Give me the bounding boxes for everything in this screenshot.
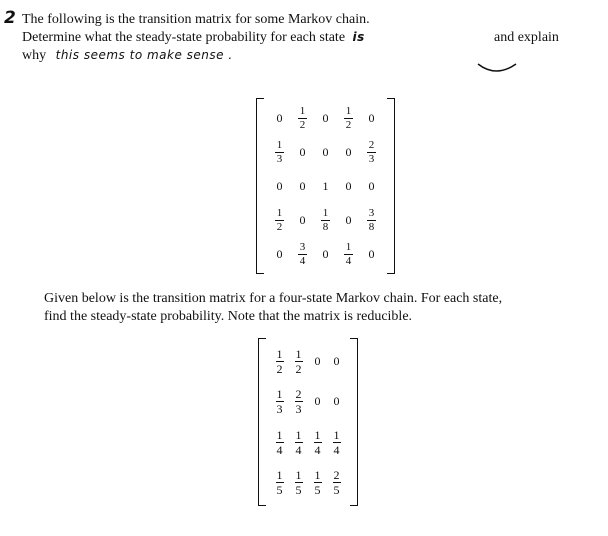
fraction bbox=[344, 242, 353, 267]
problem2-line1: Given below is the transition matrix for a four-state Markov chain. For each state, bbox=[44, 291, 503, 306]
problem2-line2: find the steady-state probability. Note that the matrix is reducible. bbox=[44, 309, 413, 324]
denominator: 5 bbox=[314, 483, 321, 498]
numerator: 1 bbox=[314, 468, 321, 483]
denominator: 5 bbox=[295, 483, 302, 498]
right-bracket bbox=[350, 338, 358, 506]
denominator: 3 bbox=[295, 402, 302, 417]
matrix-cell: 0 bbox=[333, 353, 340, 368]
problem1-line3-text: why bbox=[22, 48, 47, 63]
matrix-row bbox=[268, 170, 383, 202]
fraction bbox=[321, 208, 330, 233]
fraction bbox=[295, 469, 303, 496]
fraction bbox=[275, 208, 284, 233]
denominator: 2 bbox=[276, 220, 283, 233]
denominator: 3 bbox=[368, 152, 375, 165]
matrix-cell: 0 bbox=[322, 110, 329, 125]
denominator: 2 bbox=[299, 118, 306, 131]
matrix-row bbox=[268, 204, 383, 236]
problem1-line2 bbox=[22, 30, 602, 46]
matrix-cell: 0 bbox=[276, 110, 283, 125]
denominator: 5 bbox=[333, 483, 340, 498]
fraction bbox=[275, 140, 284, 165]
matrix-cell bbox=[268, 140, 291, 165]
right-bracket bbox=[387, 98, 395, 274]
matrix-cell bbox=[289, 429, 308, 456]
matrix-row bbox=[268, 102, 383, 134]
fraction bbox=[298, 106, 307, 131]
matrix-cell: 0 bbox=[299, 144, 306, 159]
matrix-cell bbox=[337, 242, 360, 267]
denominator: 2 bbox=[345, 118, 352, 131]
denominator: 3 bbox=[276, 152, 283, 165]
matrix-cell: 0 bbox=[345, 178, 352, 193]
denominator: 4 bbox=[345, 254, 352, 267]
numerator: 1 bbox=[299, 104, 306, 117]
matrix-cell: 0 bbox=[314, 394, 321, 409]
fraction bbox=[276, 469, 284, 496]
matrix-row bbox=[270, 383, 346, 421]
problem1-line2-text: Determine what the steady-state probability for each state bbox=[22, 30, 346, 45]
matrix-cell bbox=[360, 140, 383, 165]
transition-matrix-2 bbox=[258, 338, 358, 506]
problem1-line1: The following is the transition matrix for some Markov chain. bbox=[22, 12, 370, 27]
fraction bbox=[276, 348, 284, 375]
matrix-cell: 0 bbox=[368, 178, 375, 193]
left-bracket bbox=[258, 338, 266, 506]
matrix-cell: 0 bbox=[299, 178, 306, 193]
matrix-row bbox=[268, 238, 383, 270]
numerator: 1 bbox=[276, 206, 283, 219]
denominator: 4 bbox=[276, 442, 283, 457]
denominator: 5 bbox=[276, 483, 283, 498]
fraction bbox=[367, 208, 376, 233]
matrix-rows bbox=[266, 338, 350, 506]
matrix-cell bbox=[268, 208, 291, 233]
fraction bbox=[367, 140, 376, 165]
numerator: 1 bbox=[276, 346, 283, 361]
numerator: 1 bbox=[276, 468, 283, 483]
matrix-cell bbox=[314, 208, 337, 233]
numerator: 1 bbox=[276, 138, 283, 151]
fraction bbox=[333, 469, 341, 496]
numerator: 1 bbox=[295, 427, 302, 442]
matrix-cell bbox=[289, 469, 308, 496]
matrix-cell bbox=[289, 348, 308, 375]
matrix-cell bbox=[308, 429, 327, 456]
matrix-cell bbox=[337, 106, 360, 131]
numerator: 3 bbox=[368, 206, 375, 219]
numerator: 1 bbox=[276, 427, 283, 442]
matrix-cell: 0 bbox=[276, 178, 283, 193]
matrix-cell: 0 bbox=[299, 212, 306, 227]
denominator: 3 bbox=[276, 402, 283, 417]
matrix-row bbox=[270, 423, 346, 461]
matrix-cell bbox=[327, 469, 346, 496]
fraction bbox=[276, 388, 284, 415]
numerator: 2 bbox=[333, 468, 340, 483]
numerator: 1 bbox=[322, 206, 329, 219]
denominator: 2 bbox=[276, 361, 283, 376]
fraction bbox=[295, 429, 303, 456]
matrix-cell bbox=[289, 388, 308, 415]
matrix-cell: 1 bbox=[322, 178, 329, 193]
numerator: 2 bbox=[368, 138, 375, 151]
fraction bbox=[314, 469, 322, 496]
matrix-cell: 0 bbox=[368, 110, 375, 125]
denominator: 8 bbox=[368, 220, 375, 233]
matrix-cell: 0 bbox=[276, 246, 283, 261]
matrix-cell: 0 bbox=[314, 353, 321, 368]
matrix-cell: 0 bbox=[333, 394, 340, 409]
numerator: 1 bbox=[345, 104, 352, 117]
matrix-cell: 0 bbox=[345, 144, 352, 159]
matrix-cell bbox=[270, 388, 289, 415]
left-bracket bbox=[256, 98, 264, 274]
numerator: 1 bbox=[295, 346, 302, 361]
matrix-cell bbox=[291, 106, 314, 131]
numerator: 1 bbox=[314, 427, 321, 442]
matrix-cell bbox=[291, 242, 314, 267]
fraction bbox=[295, 388, 303, 415]
denominator: 8 bbox=[322, 220, 329, 233]
numerator: 1 bbox=[333, 427, 340, 442]
matrix-cell: 0 bbox=[345, 212, 352, 227]
fraction bbox=[295, 348, 303, 375]
problem-number: 2 bbox=[4, 8, 16, 28]
matrix-cell: 0 bbox=[322, 246, 329, 261]
numerator: 1 bbox=[295, 468, 302, 483]
numerator: 1 bbox=[276, 387, 283, 402]
denominator: 4 bbox=[333, 442, 340, 457]
handwritten-arc-mark bbox=[476, 60, 520, 76]
fraction bbox=[344, 106, 353, 131]
numerator: 3 bbox=[299, 240, 306, 253]
matrix-cell: 0 bbox=[368, 246, 375, 261]
handwritten-is: is bbox=[352, 30, 365, 44]
matrix-row bbox=[270, 464, 346, 502]
matrix-cell bbox=[270, 469, 289, 496]
problem1-line2-end: and explain bbox=[494, 30, 559, 45]
matrix-cell bbox=[327, 429, 346, 456]
denominator: 4 bbox=[299, 254, 306, 267]
matrix-rows bbox=[264, 98, 387, 274]
denominator: 4 bbox=[314, 442, 321, 457]
fraction bbox=[298, 242, 307, 267]
denominator: 4 bbox=[295, 442, 302, 457]
matrix-cell: 0 bbox=[322, 144, 329, 159]
fraction bbox=[314, 429, 322, 456]
fraction bbox=[276, 429, 284, 456]
problem1-line3 bbox=[22, 48, 233, 64]
fraction bbox=[333, 429, 341, 456]
matrix-cell bbox=[308, 469, 327, 496]
handwritten-explanation: this seems to make sense . bbox=[55, 48, 233, 62]
numerator: 2 bbox=[295, 387, 302, 402]
numerator: 1 bbox=[345, 240, 352, 253]
matrix-row bbox=[268, 136, 383, 168]
matrix-cell bbox=[270, 429, 289, 456]
denominator: 2 bbox=[295, 361, 302, 376]
transition-matrix-1 bbox=[256, 98, 395, 274]
matrix-cell bbox=[270, 348, 289, 375]
matrix-cell bbox=[360, 208, 383, 233]
matrix-row bbox=[270, 342, 346, 380]
